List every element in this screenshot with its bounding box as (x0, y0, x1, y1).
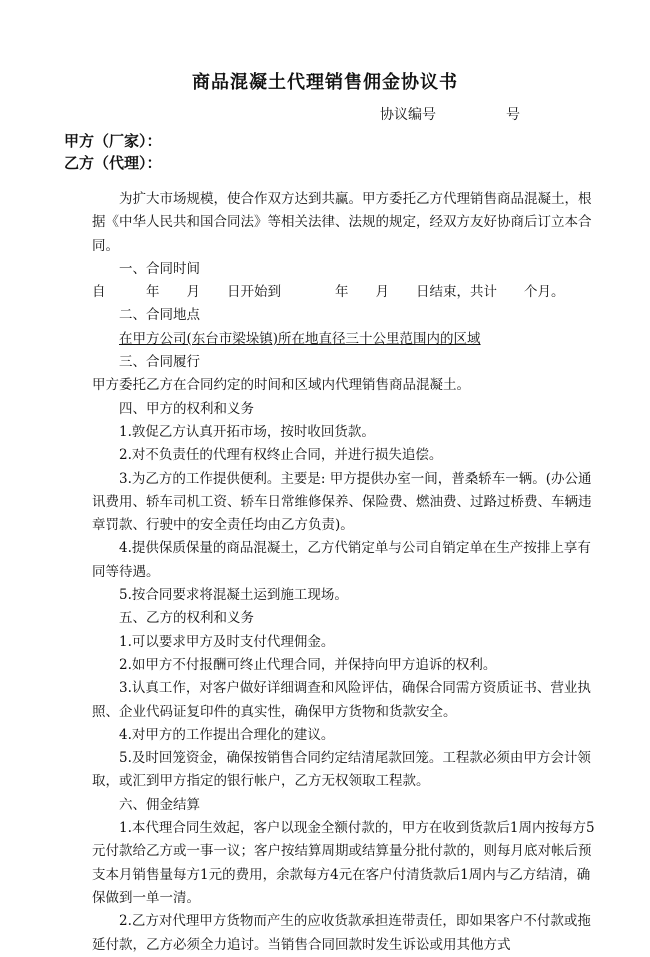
section-6-item: 1.本代理合同生效起，客户以现金全额付款的，甲方在收到货款后1周内按每方5元付款给乙方或一事一议；客户按结算周期或结算量分批付款的，则每月底对帐后预支本月销售量每方1元的费用，余款每方4元在客户付清货款后1周内与乙方结清，确保做到一单一清。 (92, 820, 595, 906)
section-5-item: 4.对甲方的工作提出合理化的建议。 (119, 726, 335, 743)
section-2-heading: 二、合同地点 (119, 307, 200, 324)
section-4-item: 1.敦促乙方认真开拓市场，按时收回货款。 (119, 423, 375, 440)
agreement-number (380, 104, 520, 124)
contract-period-line: 自 年 月 日开始到 年 月 日结束，共计 个月。 (92, 284, 565, 301)
intro-paragraph: 为扩大市场规模，使合作双方达到共赢。甲方委托乙方代理销售商品混凝土，根据《中华人民共和国合同法》等相关法律、法规的规定，经双方友好协商后订立本合同。 (92, 191, 592, 254)
party-a-label: 甲方（厂家）： (64, 132, 162, 150)
contract-performance-line: 甲方委托乙方在合同约定的时间和区域内代理销售商品混凝土。 (92, 377, 470, 394)
section-5-item: 2.如甲方不付报酬可终止代理合同，并保持向甲方追诉的权利。 (119, 656, 497, 673)
agreement-number-blank (436, 107, 506, 123)
section-3-heading: 三、合同履行 (119, 354, 200, 371)
section-1-heading: 一、合同时间 (119, 260, 200, 277)
section-4-item: 4.提供保质保量的商品混凝土，乙方代销定单与公司自销定单在生产按排上享有同等待遇。 (92, 540, 591, 580)
section-5-item: 5.及时回笼资金，确保按销售合同约定结清尾款回笼。工程款必须由甲方会计领取，或汇到甲方指定的银行帐户，乙方无权领取工程款。 (92, 750, 591, 790)
section-5-heading: 五、乙方的权利和义务 (119, 610, 254, 627)
section-5-item: 1.可以要求甲方及时支付代理佣金。 (119, 633, 335, 650)
party-b-label: 乙方（代理）： (64, 154, 162, 172)
document-title: 商品混凝土代理销售佣金协议书 (192, 72, 458, 93)
section-6-heading: 六、佣金结算 (119, 796, 200, 813)
agreement-number-suffix: 号 (506, 107, 520, 123)
section-6-item: 2.乙方对代理甲方货物而产生的应收货款承担连带责任，即如果客户不付款或拖延付款，乙方必须全力追讨。当销售合同回款时发生诉讼或用其他方式 (92, 913, 591, 953)
section-5-item: 3.认真工作，对客户做好详细调查和风险评估，确保合同需方资质证书、营业执照、企业代码证复印件的真实性，确保甲方货物和货款安全。 (92, 680, 591, 720)
section-4-item: 5.按合同要求将混凝土运到施工现场。 (119, 587, 348, 604)
document-body (92, 188, 600, 957)
agreement-number-label: 协议编号 (380, 107, 436, 123)
contract-location-line: 在甲方公司(东台市梁垛镇)所在地直径三十公里范围内的区域 (119, 330, 481, 347)
section-4-item: 2.对不负责任的代理有权终止合同，并进行损失追偿。 (119, 447, 443, 464)
section-4-heading: 四、甲方的权利和义务 (119, 400, 254, 417)
section-4-item: 3.为乙方的工作提供便利。主要是: 甲方提供办室一间，普桑轿车一辆。(办公通讯费用、轿车司机工资、轿车日常维修保养、保险费、燃油费、过路过桥费、车辆违章罚款、行驶中的安全责任均由乙方负责)。 (92, 470, 592, 534)
